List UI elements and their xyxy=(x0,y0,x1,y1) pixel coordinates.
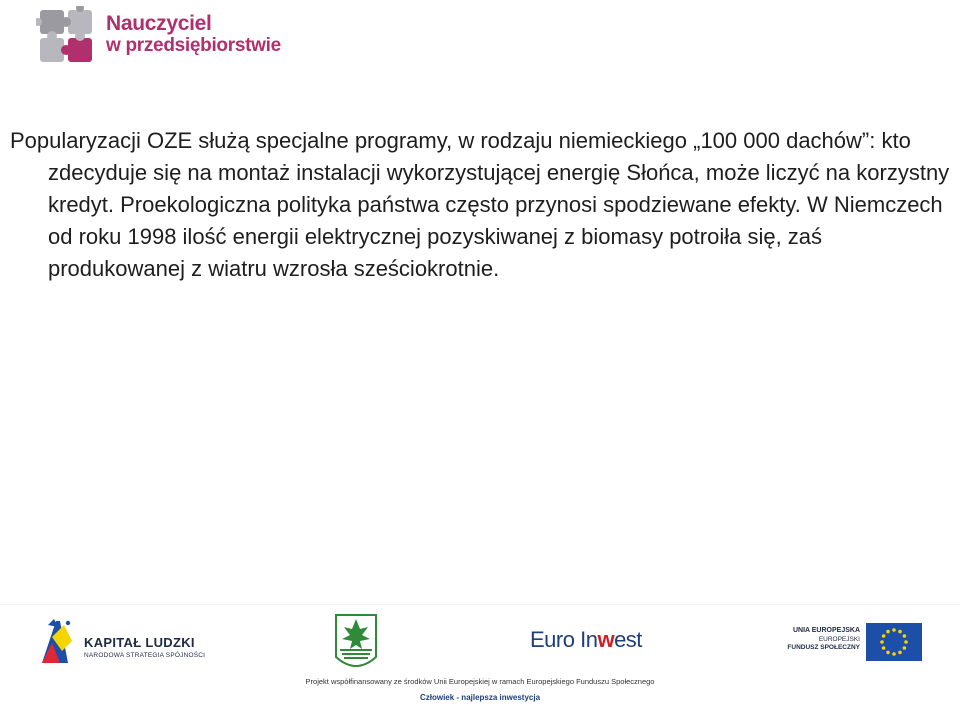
body-paragraph: Popularyzacji OZE służą specjalne programy, w rodzaju niemieckiego „100 000 dachów”: kto zdecyduje się na montaż instalacji wykorzystującej energię Słońca, może liczyć na korzystny kredyt. Proekologiczna polityka państwa często przynosi spodziewane efekty. W Niemczech od roku 1998 ilość energii elektrycznej pozyskiwanej z biomasy potroiła się, zaś produkowanej z wiatru wzrosła sześciokrotnie. xyxy=(10,128,950,281)
kapital-ludzki-logo xyxy=(38,617,218,667)
puzzle-icon xyxy=(36,6,100,68)
logo-subtitle: w przedsiębiorstwie xyxy=(106,35,281,56)
kapital-ludzki-subtitle: NARODOWA STRATEGIA SPÓJNOŚCI xyxy=(84,652,206,659)
footer-cofinancing-note: Projekt współfinansowany ze środków Unii Europejskiej w ramach Europejskiego Funduszu Społecznego xyxy=(305,677,655,686)
euroinvest-text-a: Euro In xyxy=(530,627,598,652)
lubelska-agencja-logo xyxy=(334,613,378,675)
header-logo xyxy=(36,6,286,68)
eu-text-fund: FUNDUSZ SPOŁECZNY xyxy=(787,644,860,651)
leaf-shield-icon xyxy=(334,613,378,675)
footer xyxy=(0,605,960,710)
euroinvest-text-w: w xyxy=(597,627,615,652)
eu-text-union: UNIA EUROPEJSKA xyxy=(792,627,860,634)
eu-text-european: EUROPEJSKI xyxy=(818,636,860,643)
eu-flag-icon xyxy=(866,623,922,661)
kapital-ludzki-title: KAPITAŁ LUDZKI xyxy=(84,635,195,650)
logo-text xyxy=(106,14,281,56)
logo-title: Nauczyciel xyxy=(106,12,212,35)
eu-logo-block xyxy=(780,623,940,667)
euroinvest-logo xyxy=(530,627,642,653)
slide-body xyxy=(10,125,950,285)
kapital-ludzki-icon xyxy=(38,617,78,667)
footer-slogan: Człowiek - najlepsza inwestycja xyxy=(419,693,541,702)
euroinvest-text-b: est xyxy=(614,627,642,652)
